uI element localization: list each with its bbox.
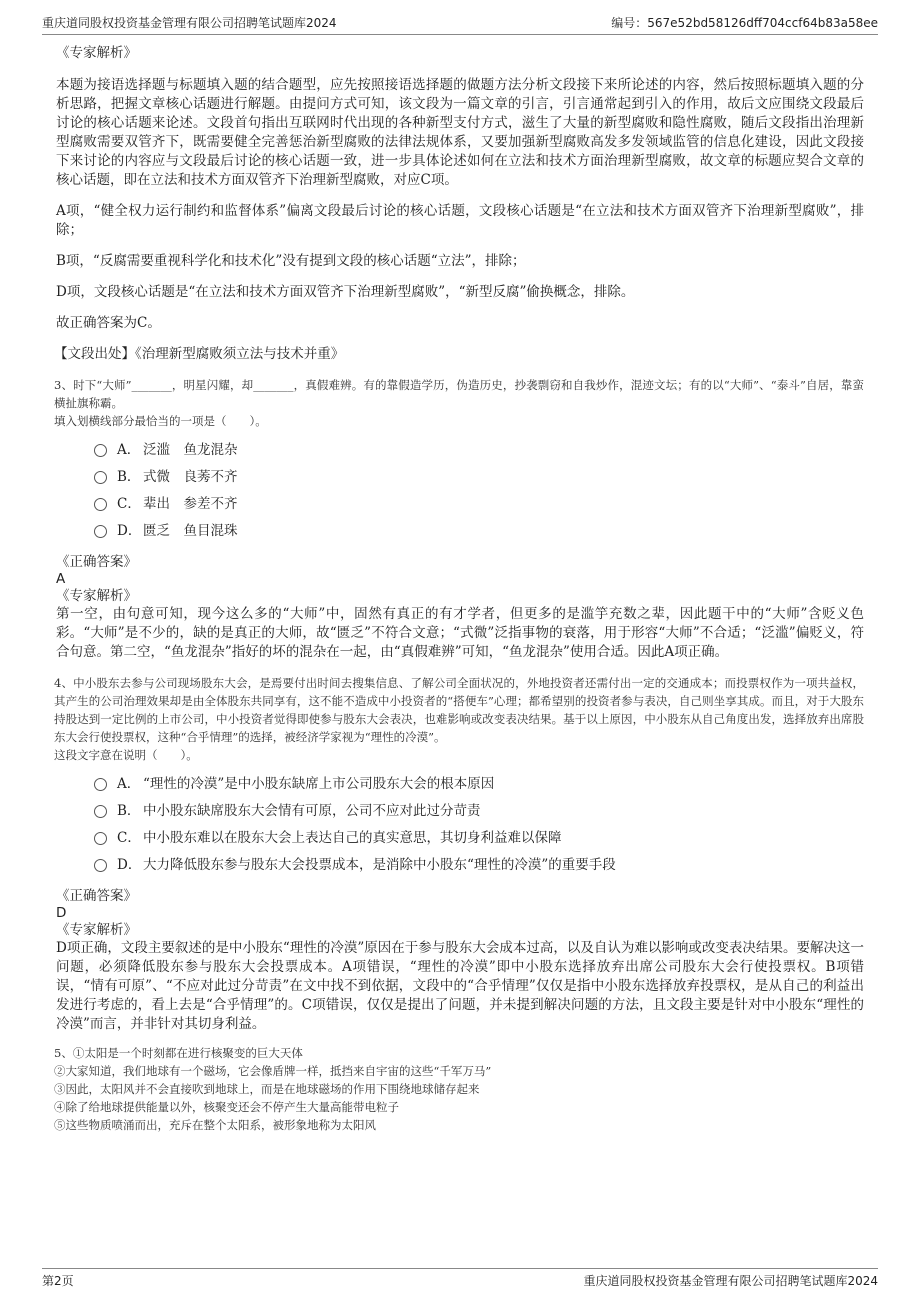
question-3-prompt: 填入划横线部分最恰当的一项是（ ）。 (54, 414, 267, 428)
radio-icon[interactable] (94, 525, 107, 538)
option-text: 式微 良莠不齐 (143, 468, 238, 485)
q4-option-d[interactable] (56, 849, 864, 876)
q3-option-d[interactable] (56, 515, 864, 542)
q5-sentence-5: ⑤这些物质喷涌而出，充斥在整个太阳系，被形象地称为太阳风 (54, 1118, 376, 1132)
q3-answer: A (56, 571, 66, 587)
option-letter: A． (117, 775, 141, 792)
option-letter: D． (117, 522, 142, 539)
page-header (42, 12, 878, 35)
footer-title: 重庆道同股权投资基金管理有限公司招聘笔试题库2024 (583, 1274, 878, 1288)
q5-sentence-1: 5、①太阳是一个时刻都在进行核聚变的巨大天体 (54, 1046, 303, 1060)
option-text: 匮乏 鱼目混珠 (143, 522, 238, 539)
page-footer (42, 1268, 878, 1289)
option-letter: C． (117, 829, 141, 846)
q4-option-b[interactable] (56, 795, 864, 822)
option-b-analysis: B项，“反腐需要重视科学化和技术化”没有提到文段的核心话题“立法”，排除； (56, 253, 526, 269)
option-letter: B． (117, 802, 141, 819)
conclusion: 故正确答案为C。 (56, 315, 161, 331)
header-code: 编号：567e52bd58126dff704ccf64b83a58ee (611, 16, 878, 30)
radio-icon[interactable] (94, 444, 107, 457)
question-3-options (56, 434, 864, 542)
q3-answer-label: 《正确答案》 (56, 554, 137, 570)
radio-icon[interactable] (94, 832, 107, 845)
option-text: “理性的冷漠”是中小股东缺席上市公司股东大会的根本原因 (143, 775, 495, 792)
radio-icon[interactable] (94, 498, 107, 511)
q4-option-c[interactable] (56, 822, 864, 849)
page-content (56, 44, 864, 1134)
header-title: 重庆道同股权投资基金管理有限公司招聘笔试题库2024 (42, 16, 337, 30)
q5-sentence-2: ②大家知道，我们地球有一个磁场，它会像盾牌一样，抵挡来自宇宙的这些“千军万马” (54, 1064, 492, 1078)
option-d-analysis: D项，文段核心话题是“在立法和技术方面双管齐下治理新型腐败”，“新型反腐”偷换概念，排除。 (56, 284, 635, 300)
question-4-stem: 4、中小股东去参与公司现场股东大会，是焉要付出时间去搜集信息、了解公司全面状况的，外地投资者还需付出一定的交通成本；而投票权作为一项共益权，其产生的公司治理效果却是由全体股东共同享有，这不能不造成中小投资者的“搭便车”心理；都希望别的投资者参与表决，自己则坐享其成。而且，对于大股东持股达到一定比例的上市公司，中小投资者觉得即使参与股东大会表决，也难影响或改变表决结果。基于以上原因，中小股东从自己角度出发，选择放弃出席股东大会行使投票权，这种“合乎情理”的选择，被经济学家视为“理性的冷漠”。 (54, 676, 864, 744)
source-citation: 【文段出处】《治理新型腐败须立法与技术并重》 (54, 346, 345, 362)
q4-answer-label: 《正确答案》 (56, 888, 137, 904)
q3-analysis-label: 《专家解析》 (56, 588, 137, 604)
q5-sentence-3: ③因此，太阳风并不会直接吹到地球上，而是在地球磁场的作用下围绕地球储存起来 (54, 1082, 480, 1096)
option-letter: C． (117, 495, 141, 512)
footer-page-number: 第2页 (42, 1274, 74, 1288)
question-5 (54, 1044, 864, 1134)
q4-answer: D (56, 905, 67, 921)
question-4-prompt: 这段文字意在说明（ ）。 (54, 748, 198, 762)
question-4-options (56, 768, 864, 876)
radio-icon[interactable] (94, 778, 107, 791)
question-3-stem: 3、时下“大师”_______，明星闪耀，却_______，真假难辨。有的靠假造学历，伪造历史，抄袭剽窃和自我炒作，混迹文坛；有的以“大师”、“泰斗”自居，靠蛮横扯旗称霸。 (54, 378, 864, 410)
option-a-analysis: A项，“健全权力运行制约和监督体系”偏离文段最后讨论的核心话题，文段核心话题是“在立法和技术方面双管齐下治理新型腐败”，排除； (56, 203, 864, 238)
option-text: 中小股东缺席股东大会情有可原，公司不应对此过分苛责 (143, 802, 481, 819)
option-text: 大力降低股东参与股东大会投票成本，是消除中小股东“理性的冷漠”的重要手段 (143, 856, 616, 873)
q4-option-a[interactable] (56, 768, 864, 795)
radio-icon[interactable] (94, 859, 107, 872)
q3-option-b[interactable] (56, 461, 864, 488)
option-letter: D． (117, 856, 142, 873)
q4-analysis: D项正确，文段主要叙述的是中小股东“理性的冷漠”原因在于参与股东大会成本过高，以及自认为难以影响或改变表决结果。要解决这一问题，必须降低股东参与股东大会投票成本。A项错误，“理性的冷漠”即中小股东选择放弃出席公司股东大会行使投票权。B项错误，“情有可原”、“不应对此过分苛责”在文中找不到依据，文段中的“合乎情理”仅仅是指中小股东选择放弃投票权，是从自己的利益出发进行考虑的，看上去是“合乎情理”的。C项错误，仅仅是提出了问题，并未提到解决问题的方法，且文段主要是针对中小股东“理性的冷漠”而言，并非针对其切身利益。 (56, 940, 864, 1032)
option-letter: A． (117, 441, 141, 458)
q4-analysis-label: 《专家解析》 (56, 922, 137, 938)
analysis-label: 《专家解析》 (56, 45, 137, 61)
option-text: 中小股东难以在股东大会上表达自己的真实意思，其切身利益难以保障 (143, 829, 562, 846)
option-text: 辈出 参差不齐 (143, 495, 238, 512)
radio-icon[interactable] (94, 805, 107, 818)
q3-option-a[interactable] (56, 434, 864, 461)
radio-icon[interactable] (94, 471, 107, 484)
option-text: 泛滥 鱼龙混杂 (143, 441, 238, 458)
option-letter: B． (117, 468, 141, 485)
analysis-text: 本题为接语选择题与标题填入题的结合题型，应先按照接语选择题的做题方法分析文段接下来所论述的内容，然后按照标题填入题的分析思路，把握文章核心话题进行解题。由提问方式可知，该文段为一篇文章的引言，引言通常起到引入的作用，故后文应围绕文段最后讨论的核心话题来论述。文段首句指出互联网时代出现的各种新型支付方式，滋生了大量的新型腐败和隐性腐败，随后文段指出治理新型腐败需要双管齐下，既需要健全完善惩治新型腐败的法律法规体系，又要加强新型腐败高发多发领域监管的信息化建设，因此文段接下来讨论的内容应与文段最后讨论的核心话题一致，进一步具体论述如何在立法和技术方面治理新型腐败，故文章的标题应契合文章的核心话题，即在立法和技术方面双管齐下治理新型腐败，对应C项。 (56, 77, 864, 188)
q3-option-c[interactable] (56, 488, 864, 515)
q3-analysis: 第一空，由句意可知，现今这么多的“大师”中，固然有真正的有才学者，但更多的是滥竽充数之辈，因此题干中的“大师”含贬义色彩。“大师”是不少的，缺的是真正的大师，故“匮乏”不符合文意；“式微”泛指事物的衰落，用于形容“大师”不合适；“泛滥”偏贬义，符合句意。第二空，“鱼龙混杂”指好的坏的混杂在一起，由“真假难辨”可知，“鱼龙混杂”使用合适。因此A项正确。 (56, 606, 864, 660)
q5-sentence-4: ④除了给地球提供能量以外，核聚变还会不停产生大量高能带电粒子 (54, 1100, 399, 1114)
